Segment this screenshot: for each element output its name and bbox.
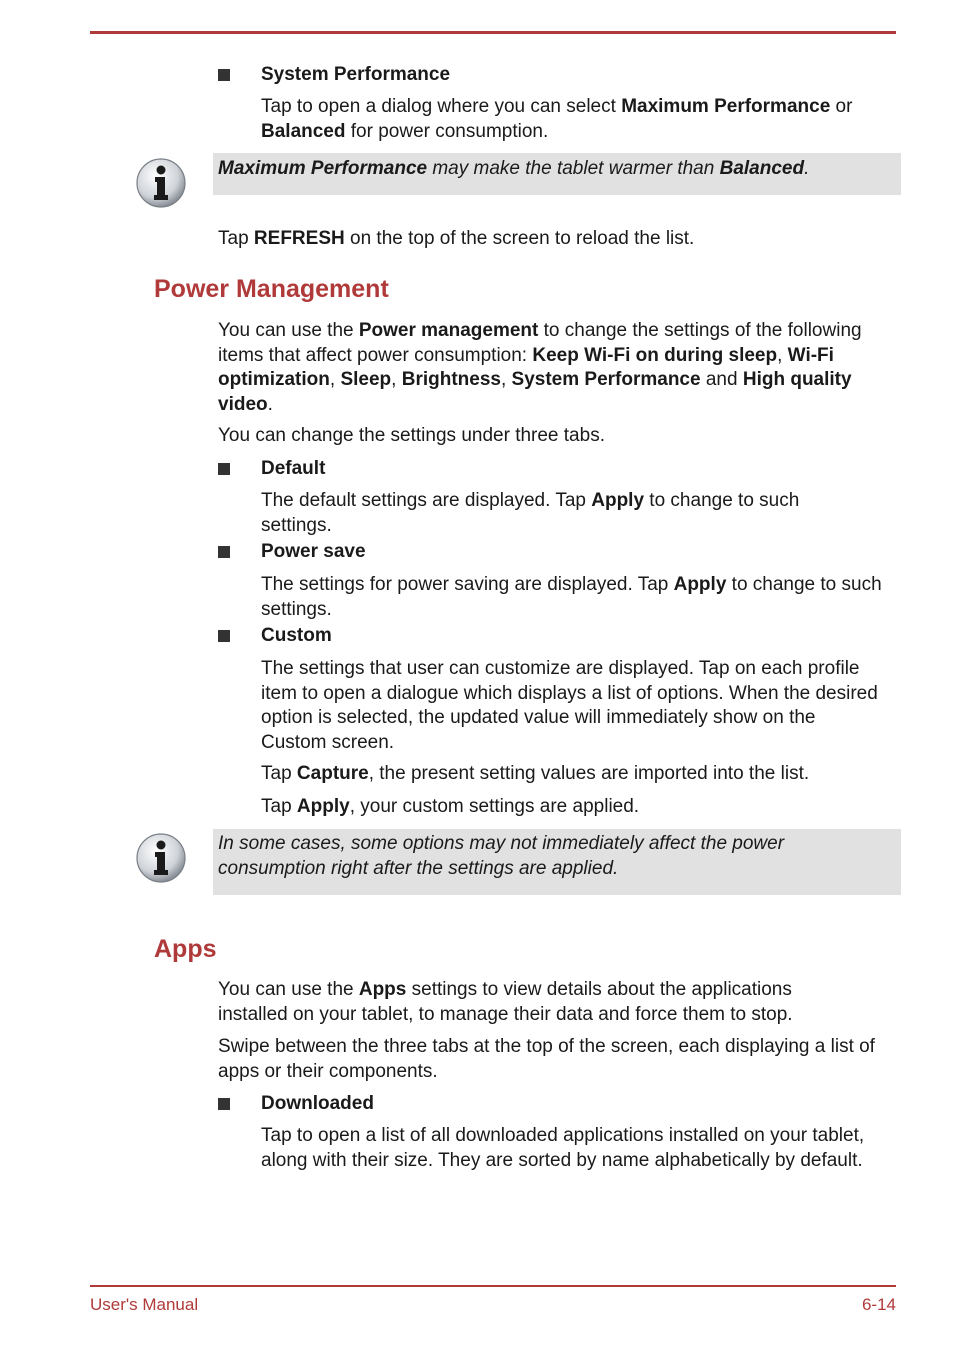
bullet-icon [218, 546, 230, 558]
footer-left: User's Manual [90, 1295, 199, 1314]
note-text: In some cases, some options may not immediately affect the power consumption right after the settings are applied. [218, 833, 785, 879]
footer-page-number: 6-14 [861, 1295, 896, 1314]
item-title-system-performance: System Performance [261, 64, 451, 85]
bottom-rule [90, 1285, 896, 1287]
power-management-intro: You can use the Power management to change the settings of the following items that affect power consumption: Keep Wi-Fi on during sleep, Wi-Fi optimization, Sleep, Brightness, System Performance and High quality video. [218, 320, 862, 415]
item-title-downloaded: Downloaded [261, 1093, 374, 1114]
item-title-default: Default [261, 458, 326, 479]
power-management-heading: Power Management [154, 275, 389, 303]
note-text: Maximum Performance may make the tablet warmer than Balanced. [218, 158, 810, 179]
apps-heading: Apps [154, 935, 217, 963]
info-icon [135, 832, 187, 884]
item-title-power-save: Power save [261, 541, 366, 562]
system-performance-description: Tap to open a dialog where you can select Maximum Performance or Balanced for power consumption. [261, 96, 853, 142]
refresh-paragraph: Tap REFRESH on the top of the screen to reload the list. [218, 228, 695, 249]
info-icon [135, 157, 187, 209]
power-save-description: The settings for power saving are displayed. Tap Apply to change to such settings. [261, 574, 882, 620]
top-rule [90, 31, 896, 34]
item-title-custom: Custom [261, 625, 332, 646]
tabs-paragraph: You can change the settings under three tabs. [218, 425, 605, 446]
swipe-paragraph: Swipe between the three tabs at the top of the screen, each displaying a list of apps or their components. [218, 1036, 875, 1082]
apps-intro: You can use the Apps settings to view details about the applications installed on your tablet, to manage their data and force them to stop. [218, 979, 793, 1025]
bullet-icon [218, 69, 230, 81]
bullet-icon [218, 630, 230, 642]
bullet-icon [218, 1098, 230, 1110]
note-box [213, 153, 901, 195]
default-description: The default settings are displayed. Tap Apply to change to such settings. [261, 490, 800, 536]
downloaded-description: Tap to open a list of all downloaded applications installed on your tablet, along with their size. They are sorted by name alphabetically by default. [261, 1125, 865, 1171]
capture-paragraph: Tap Capture, the present setting values are imported into the list. [261, 763, 810, 784]
apply-paragraph: Tap Apply, your custom settings are applied. [261, 796, 640, 817]
custom-description: The settings that user can customize are displayed. Tap on each profile item to open a dialogue which displays a list of options. When the desired option is selected, the updated value will immediately show on the Custom screen. [261, 658, 878, 753]
bullet-icon [218, 463, 230, 475]
note-box [213, 829, 901, 895]
